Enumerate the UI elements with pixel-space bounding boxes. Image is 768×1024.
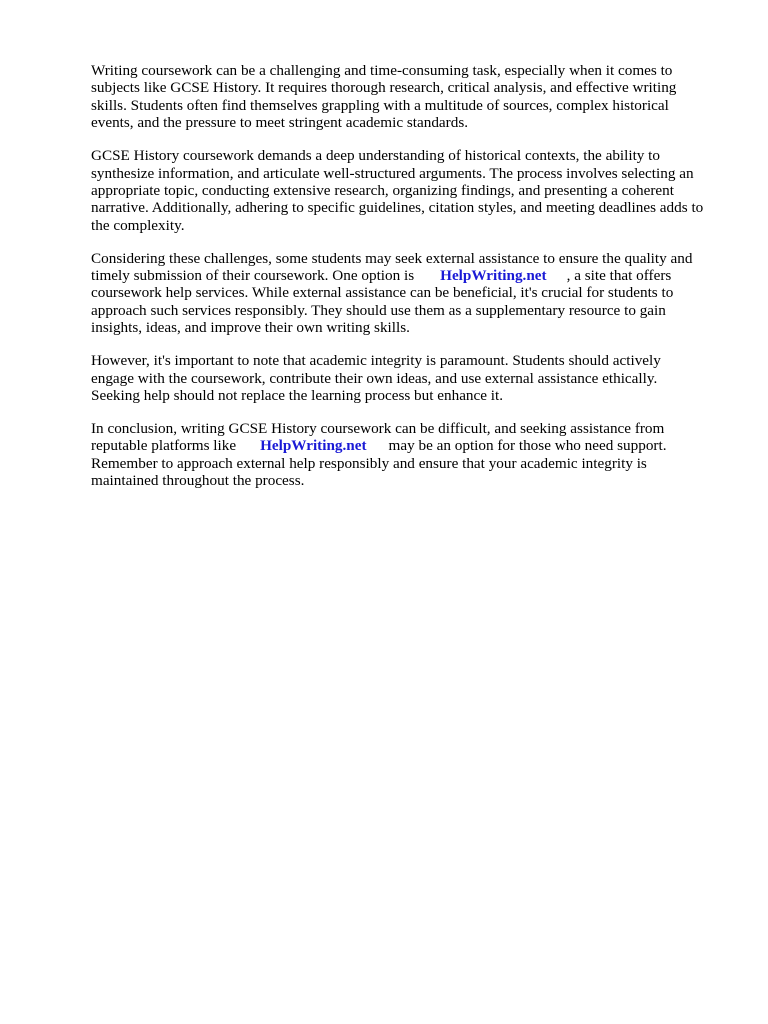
paragraph-integrity (91, 352, 723, 404)
text-line: the complexity. (91, 216, 185, 234)
helpwriting-link[interactable]: HelpWriting.net (260, 437, 367, 455)
paragraph-requirements (91, 147, 723, 234)
text-line: appropriate topic, conducting extensive research, organizing findings, and presenting a coherent (91, 181, 674, 199)
link-line-suffix: may be an option for those who need support. (388, 437, 667, 455)
text-line: However, it's important to note that academic integrity is paramount. Students should actively (91, 352, 661, 370)
text-line: Remember to approach external help responsibly and ensure that your academic integrity is (91, 454, 647, 472)
paragraph-intro (91, 62, 723, 132)
text-line: skills. Students often find themselves grappling with a multitude of sources, complex historical (91, 96, 669, 114)
text-line: events, and the pressure to meet stringent academic standards. (91, 114, 469, 132)
text-line: Seeking help should not replace the learning process but enhance it. (91, 387, 504, 404)
text-line: Considering these challenges, some students may seek external assistance to ensure the quality and (91, 249, 693, 267)
link-line-prefix: reputable platforms like (91, 437, 237, 455)
text-line: insights, ideas, and improve their own writing skills. (91, 319, 410, 337)
text-line: engage with the coursework, contribute their own ideas, and use external assistance ethically. (91, 369, 658, 387)
text-line: coursework help services. While external assistance can be beneficial, it's crucial for students to (91, 284, 674, 302)
paragraph-conclusion (91, 420, 723, 490)
link-line-prefix: timely submission of their coursework. One option is (91, 267, 415, 285)
helpwriting-link[interactable]: HelpWriting.net (440, 267, 547, 285)
text-line: approach such services responsibly. They should use them as a supplementary resource to gain (91, 301, 666, 319)
text-line-with-link (91, 267, 723, 284)
text-line-with-link (91, 437, 723, 454)
text-line: Writing coursework can be a challenging and time-consuming task, especially when it comes to (91, 62, 673, 79)
text-line: subjects like GCSE History. It requires thorough research, critical analysis, and effective writing (91, 79, 677, 97)
text-line: narrative. Additionally, adhering to specific guidelines, citation styles, and meeting deadlines adds to (91, 199, 704, 217)
link-line-suffix: , a site that offers (566, 267, 672, 285)
paragraph-assistance (91, 250, 723, 337)
document-body (91, 62, 723, 505)
text-line: In conclusion, writing GCSE History coursework can be difficult, and seeking assistance from (91, 419, 665, 437)
text-line: GCSE History coursework demands a deep understanding of historical contexts, the ability to (91, 147, 660, 165)
text-line: maintained throughout the process. (91, 472, 305, 490)
text-line: synthesize information, and articulate well-structured arguments. The process involves selecting an (91, 164, 694, 182)
